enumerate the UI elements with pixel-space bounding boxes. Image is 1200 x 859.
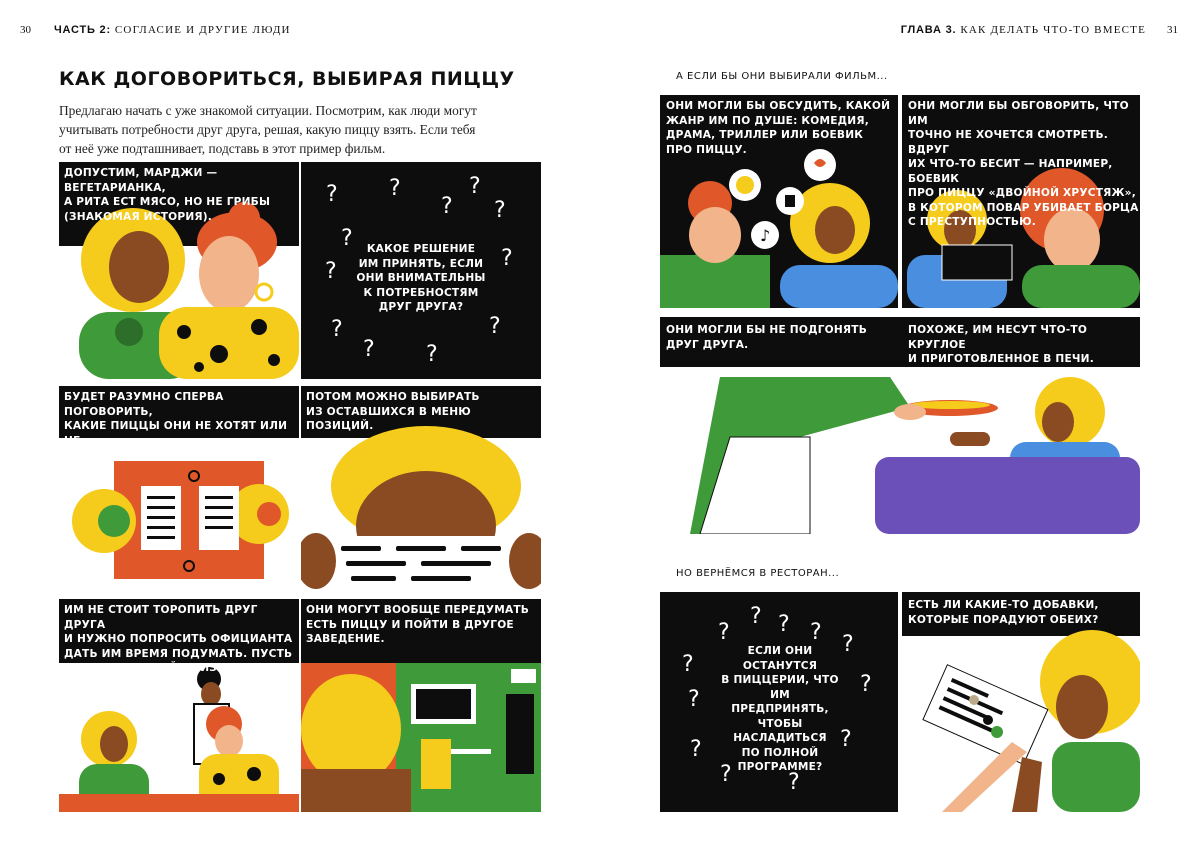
- caption-line: ОСТАНУТСЯ: [742, 659, 818, 672]
- comic-panel-waiter: [59, 599, 299, 812]
- intro-line: Предлагаю начать с уже знакомой ситуации. Посмотрим, как люди могут: [59, 103, 477, 118]
- caption-line: ОНИ МОГЛИ БЫ НЕ ПОДГОНЯТЬ: [666, 324, 867, 336]
- question-mark: ?: [778, 612, 790, 637]
- comic-panel-toppings: [902, 592, 1140, 812]
- caption-line: В КОТОРОМ ПОВАР УБИВАЕТ БОРЦА: [908, 201, 1139, 214]
- comic-panel-pizza-arrives: [660, 317, 1140, 534]
- question-mark: ?: [840, 727, 852, 752]
- caption-line: И ПРИГОТОВЛЕННОЕ В ПЕЧИ.: [908, 353, 1094, 365]
- caption-line: ЖАНР ИМ ПО ДУШЕ: КОМЕДИЯ,: [666, 114, 869, 127]
- comic-panel-choose-from-menu: [301, 386, 541, 591]
- caption-line: МОГУТ ЕСТЬ.: [64, 449, 146, 461]
- question-mark: ?: [688, 687, 700, 712]
- caption-line: ИМ ПРЕДПРИНЯТЬ,: [731, 688, 829, 715]
- caption-line: ДРАМА, ТРИЛЛЕР ИЛИ БОЕВИК: [666, 129, 864, 141]
- caption-line: ЕСТЬ ЛИ КАКИЕ-ТО ДОБАВКИ,: [908, 599, 1099, 611]
- caption-line: А РИТА ЕСТ МЯСО, НО НЕ ГРИБЫ: [64, 196, 271, 208]
- page-number-right: 31: [1167, 24, 1178, 36]
- part-title: СОГЛАСИЕ И ДРУГИЕ ЛЮДИ: [114, 24, 291, 36]
- caption-line: ПОТОМ МОЖНО ВЫБИРАТЬ: [306, 391, 480, 403]
- comic-panel-other-place: [301, 599, 541, 812]
- section-title: КАК ДОГОВОРИТЬСЯ, ВЫБИРАЯ ПИЦЦУ: [59, 68, 515, 90]
- panel-caption: [64, 603, 299, 676]
- question-mark: ?: [363, 337, 375, 362]
- running-header-left: [54, 24, 291, 36]
- question-mark: ?: [469, 174, 481, 199]
- label-restaurant: НО ВЕРНЁМСЯ В РЕСТОРАН...: [676, 568, 840, 579]
- caption-line: В ПИЦЦЕРИИ, ЧТО: [721, 674, 839, 686]
- panel-caption: [306, 603, 529, 647]
- caption-line: К ПОТРЕБНОСТЯМ: [363, 286, 479, 299]
- question-mark: ?: [860, 672, 872, 697]
- caption-line: ТОЧНО НЕ ХОЧЕТСЯ СМОТРЕТЬ. ВДРУГ: [908, 129, 1109, 156]
- caption-line: КАЖДАЯ СПОКОЙНО ИЗУЧИТ МЕНЮ.: [64, 662, 299, 674]
- caption-line: ПОХОЖЕ, ИМ НЕСУТ ЧТО-ТО КРУГЛОЕ: [908, 324, 1088, 351]
- caption-line: ДОПУСТИМ, МАРДЖИ — ВЕГЕТАРИАНКА,: [64, 167, 218, 194]
- question-mark: ?: [682, 652, 694, 677]
- caption-line: ИМ НЕ СТОИТ ТОРОПИТЬ ДРУГ ДРУГА: [64, 604, 258, 631]
- question-mark: ?: [718, 620, 730, 645]
- question-mark: ?: [788, 770, 800, 795]
- caption-line: ПРОГРАММЕ?: [737, 761, 823, 773]
- chapter-title: КАК ДЕЛАТЬ ЧТО-ТО ВМЕСТЕ: [960, 24, 1146, 36]
- question-mark: ?: [325, 259, 337, 284]
- question-mark: ?: [389, 176, 401, 201]
- question-mark: ?: [842, 632, 854, 657]
- comic-panel-dont-want-to-watch: [902, 95, 1140, 308]
- comic-panel-discuss-genre: [660, 95, 898, 308]
- caption-line: С ПРЕСТУПНОСТЬЮ.: [908, 216, 1036, 228]
- question-mark: ?: [494, 198, 506, 223]
- chapter-label: ГЛАВА 3.: [900, 24, 957, 36]
- question-mark: ?: [720, 762, 732, 787]
- panel-caption: [64, 390, 299, 463]
- caption-line: ДРУГ ДРУГА?: [378, 301, 464, 313]
- page-number-left: 30: [20, 24, 31, 36]
- caption-line: БУДЕТ РАЗУМНО СПЕРВА ПОГОВОРИТЬ,: [64, 391, 224, 418]
- caption-line: ОНИ МОГЛИ БЫ ОБГОВОРИТЬ, ЧТО ИМ: [908, 100, 1129, 127]
- comic-panel-discuss-menu: [59, 386, 299, 591]
- intro-line: учитывать потребности друг друга, решая, какую пиццу взять. Если тебя: [59, 122, 476, 137]
- panel-caption: [908, 598, 1099, 627]
- caption-line: ИХ ЧТО-ТО БЕСИТ — НАПРИМЕР, БОЕВИК: [908, 158, 1113, 185]
- question-mark: ?: [331, 317, 343, 342]
- caption-line: КАКИЕ ПИЦЦЫ ОНИ НЕ ХОТЯТ ИЛИ НЕ: [64, 420, 288, 447]
- question-text: [351, 242, 491, 315]
- question-mark: ?: [441, 194, 453, 219]
- question-mark: ?: [690, 737, 702, 762]
- caption-line: ОНИ МОГЛИ БЫ ОБСУДИТЬ, КАКОЙ: [666, 100, 891, 112]
- panel-caption-left: [666, 323, 867, 352]
- caption-line: ПО ПОЛНОЙ: [741, 746, 819, 759]
- panel-caption: [64, 166, 299, 224]
- caption-line: ЗАВЕДЕНИЕ.: [306, 633, 385, 645]
- intro-paragraph: [59, 101, 549, 158]
- caption-line: ЧТОБЫ: [757, 717, 803, 730]
- caption-line: КАКОЕ РЕШЕНИЕ: [366, 243, 476, 255]
- caption-line: ПРО ПИЦЦУ.: [666, 143, 747, 156]
- caption-line: (ЗНАКОМАЯ ИСТОРИЯ).: [64, 210, 213, 223]
- question-mark: ?: [750, 604, 762, 629]
- caption-line: ОНИ МОГУТ ВООБЩЕ ПЕРЕДУМАТЬ: [306, 604, 530, 616]
- panel-caption: [666, 99, 890, 157]
- caption-line: ПРО ПИЦЦУ «ДВОЙНОЙ ХРУСТЯЖ»,: [908, 187, 1136, 199]
- question-text: [720, 644, 840, 775]
- question-mark: ?: [426, 342, 438, 367]
- running-header-right: [901, 24, 1146, 36]
- label-film: А ЕСЛИ БЫ ОНИ ВЫБИРАЛИ ФИЛЬМ...: [676, 71, 888, 82]
- caption-line: ЕСЛИ ОНИ: [747, 645, 813, 657]
- question-mark: ?: [810, 620, 822, 645]
- caption-line: ДАТЬ ИМ ВРЕМЯ ПОДУМАТЬ. ПУСТЬ: [64, 647, 293, 660]
- caption-line: ИЗ ОСТАВШИХСЯ В МЕНЮ ПОЗИЦИЙ.: [306, 405, 471, 432]
- caption-line: ОНИ ВНИМАТЕЛЬНЫ: [356, 272, 486, 284]
- caption-line: И НУЖНО ПОПРОСИТЬ ОФИЦИАНТА: [64, 633, 293, 645]
- caption-line: ДРУГ ДРУГА.: [666, 338, 749, 351]
- panel-caption: [306, 390, 541, 434]
- comic-panel-margie-rita: [59, 162, 299, 379]
- part-label: ЧАСТЬ 2:: [54, 24, 111, 36]
- caption-line: НАСЛАДИТЬСЯ: [733, 732, 827, 744]
- question-mark: ?: [326, 182, 338, 207]
- panel-caption-right: [908, 323, 1140, 367]
- comic-panel-question: [301, 162, 541, 379]
- panel-caption: [908, 99, 1140, 230]
- caption-line: ИМ ПРИНЯТЬ, ЕСЛИ: [358, 257, 484, 270]
- question-mark: ?: [501, 246, 513, 271]
- comic-panel-question-pizzeria: [660, 592, 898, 812]
- intro-line: от неё уже подташнивает, подставь в этот пример фильм.: [59, 141, 386, 156]
- caption-line: ЕСТЬ ПИЦЦУ И ПОЙТИ В ДРУГОЕ: [306, 618, 514, 631]
- svg-text:♪: ♪: [760, 226, 771, 245]
- question-mark: ?: [341, 226, 353, 251]
- caption-line: КОТОРЫЕ ПОРАДУЮТ ОБЕИХ?: [908, 613, 1099, 626]
- question-mark: ?: [489, 314, 501, 339]
